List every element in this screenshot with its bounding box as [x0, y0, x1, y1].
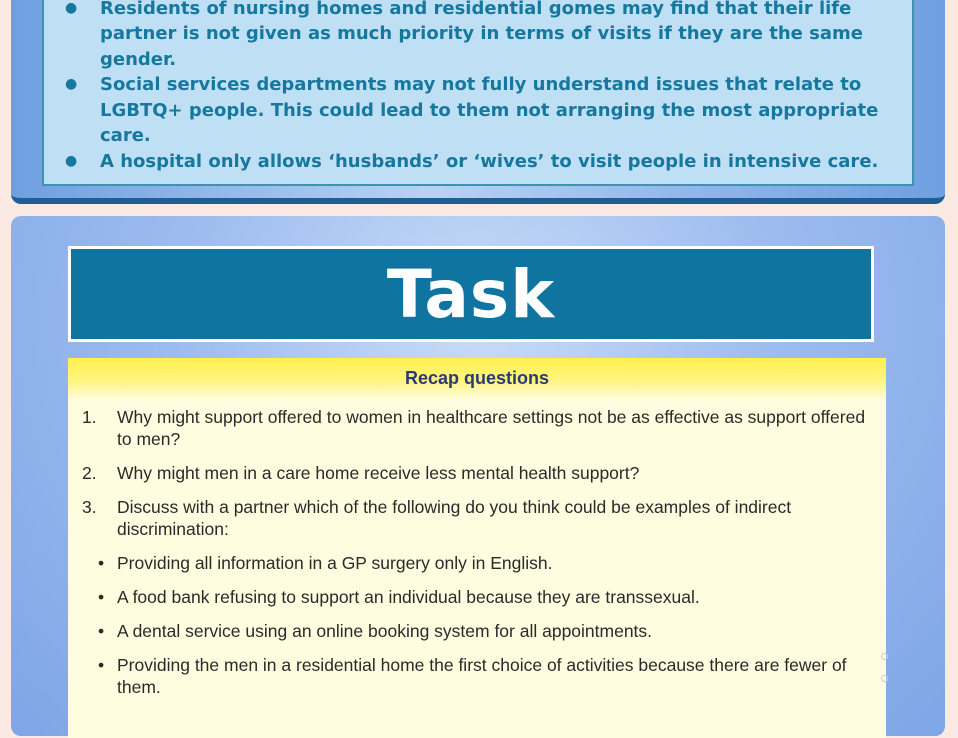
- bullet-icon: ●: [65, 0, 78, 16]
- previous-slide: [11, 0, 945, 204]
- bullet-item: [68, 620, 886, 642]
- recap-question-list: [68, 406, 886, 698]
- bullet-text: A dental service using an online booking system for all appointments.: [117, 621, 653, 641]
- question-number: 2.: [82, 463, 97, 483]
- question-text: Why might support offered to women in healthcare settings not be as effective as support offered to men?: [117, 407, 866, 449]
- bullet-item: [68, 552, 886, 574]
- bullet-icon: ●: [65, 152, 78, 169]
- bullet-icon: •: [98, 621, 105, 641]
- info-textbox: [42, 0, 914, 186]
- question-text: Why might men in a care home receive less mental health support?: [117, 463, 640, 483]
- decorative-dots-icon: [881, 653, 887, 683]
- bullet-text: Providing the men in a residential home the first choice of activities because there are fewer of them.: [117, 655, 847, 697]
- question-number: 3.: [82, 497, 97, 517]
- task-title: Task: [386, 255, 556, 333]
- bullet-text: Providing all information in a GP surgery only in English.: [117, 553, 553, 573]
- bullet-icon: •: [98, 553, 105, 573]
- recap-questions-panel: [68, 358, 886, 738]
- recap-header: [68, 358, 886, 398]
- question-item: [68, 496, 886, 540]
- list-item: ● Residents of nursing homes and residential gomes may find that their life partner is not given as much priority in terms of visits if they are the same gender.: [44, 0, 912, 72]
- discrimination-examples-list: [44, 0, 912, 174]
- question-text: Discuss with a partner which of the following do you think could be examples of indirect discrimination:: [117, 497, 792, 539]
- list-item: ● A hospital only allows ‘husbands’ or ‘wives’ to visit people in intensive care.: [44, 149, 912, 175]
- list-item: ● Social services departments may not fully understand issues that relate to LGBTQ+ people. This could lead to them not arranging the most appropriate care.: [65, 74, 879, 146]
- question-number: 1.: [82, 407, 97, 427]
- task-slide: [11, 216, 945, 736]
- bullet-text: A food bank refusing to support an individual because they are transsexual.: [117, 587, 700, 607]
- bullet-icon: ●: [65, 76, 78, 92]
- recap-heading: Recap questions: [404, 367, 550, 388]
- bullet-icon: •: [98, 587, 105, 607]
- bullet-item: [68, 586, 886, 608]
- bullet-icon: •: [98, 655, 105, 675]
- question-item: [68, 406, 886, 450]
- question-item: [68, 462, 886, 484]
- task-banner: [68, 246, 874, 342]
- bullet-item: [68, 654, 886, 698]
